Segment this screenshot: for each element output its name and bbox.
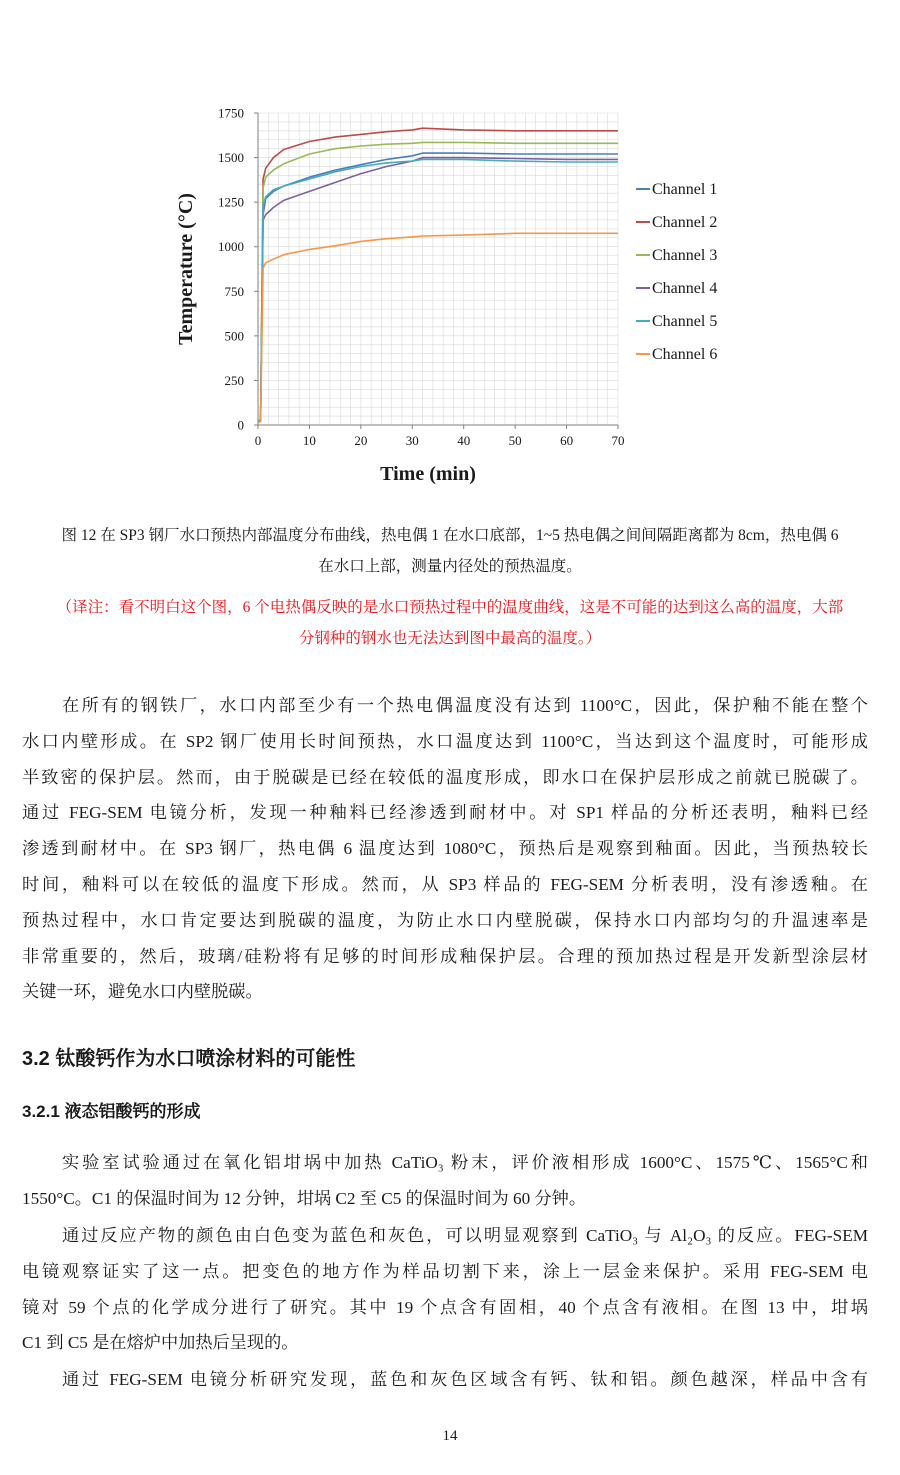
paragraph-line: 半致密的保护层。然而，由于脱碳是已经在较低的温度形成，即水口在保护层形成之前就已脱碳了。	[22, 767, 868, 787]
paragraph-line: 在所有的钢铁厂，水口内部至少有一个热电偶温度没有达到 1100°C，因此，保护釉不能在整个	[62, 696, 868, 715]
legend-label: Channel 6	[652, 346, 718, 363]
temperature-chart-svg	[170, 95, 730, 505]
paragraph-line: 通过反应产物的颜色由白色变为蓝色和灰色，可以明显观察到 CaTiO₃ 与 Al₂O₃ 的反应。FEG-SEM	[62, 1226, 868, 1245]
paragraph-reaction	[22, 1218, 868, 1361]
subsection-heading: 3.2.1 液态铝酸钙的形成	[22, 1102, 201, 1121]
x-tick-label: 50	[508, 433, 522, 448]
translator-note	[22, 592, 878, 654]
series-line-4	[258, 158, 618, 422]
section-heading: 3.2 钛酸钙作为水口喷涂材料的可能性	[22, 1048, 356, 1070]
series-line-6	[258, 233, 618, 423]
figure-caption	[22, 520, 878, 582]
y-tick-label: 1000	[218, 239, 244, 255]
paragraph-line: 通过 FEG-SEM 电镜分析，发现一种釉料已经渗透到耐材中。对 SP1 样品的分析还表明，釉料已经	[22, 803, 868, 823]
legend-label: Channel 3	[652, 247, 718, 264]
x-tick-label: 0	[254, 433, 262, 448]
legend-label: Channel 4	[652, 280, 718, 297]
paragraph-line: 1550°C。C1 的保温时间为 12 分钟，坩埚 C2 至 C5 的保温时间为 60 分钟。	[22, 1188, 587, 1208]
x-tick-label: 10	[302, 433, 316, 448]
paragraph-line: 实验室试验通过在氧化铝坩埚中加热 CaTiO₃ 粉末，评价液相形成 1600°C、1575℃、1565°C和	[62, 1153, 868, 1172]
series-line-2	[258, 128, 618, 421]
paragraph-lab-test	[22, 1145, 868, 1217]
figure-caption-line: 图 12 在 SP3 钢厂水口预热内部温度分布曲线，热电偶 1 在水口底部，1~5 热电偶之间间隔距离都为 8cm，热电偶 6	[61, 527, 839, 544]
y-tick-label: 250	[224, 372, 244, 388]
translator-note-line: （译注：看不明白这个图，6 个电热偶反映的是水口预热过程中的温度曲线，这是不可能的达到这么高的温度，大部	[56, 599, 844, 616]
y-tick-label: 750	[224, 283, 244, 299]
figure-caption-line: 在水口上部，测量内径处的预热温度。	[318, 558, 582, 575]
paragraph-line: C1 到 C5 是在熔炉中加热后呈现的。	[22, 1333, 299, 1353]
paragraph-line: 镜对 59 个点的化学成分进行了研究。其中 19 个点含有固相，40 个点含有液相。在图 13 中，坩埚	[22, 1297, 868, 1317]
legend-label: Channel 2	[652, 214, 718, 231]
y-tick-label: 0	[237, 417, 244, 433]
paragraph-line: 渗透到耐材中。在 SP3 钢厂，热电偶 6 温度达到 1080°C，预热后是观察到釉面。因此，当预热较长	[22, 839, 868, 859]
paragraph-line: 时间，釉料可以在较低的温度下形成。然而，从 SP3 样品的 FEG-SEM 分析表明，没有渗透釉。在	[22, 874, 868, 894]
paragraph-line: 水口内壁形成。在 SP2 钢厂使用长时间预热，水口温度达到 1100°C，当达到这个温度时，可能形成	[22, 731, 868, 751]
legend-label: Channel 5	[652, 313, 718, 330]
x-axis-label: Time (min)	[380, 463, 476, 485]
series-line-5	[258, 159, 618, 421]
x-tick-label: 20	[354, 433, 368, 448]
paragraph-preheat-results	[22, 688, 868, 1010]
y-tick-label: 1250	[218, 194, 244, 210]
x-tick-label: 40	[457, 433, 471, 448]
paragraph-line: 电镜观察证实了这一点。把变色的地方作为样品切割下来，涂上一层金来保护。采用 FEG-SEM 电	[22, 1261, 868, 1281]
translator-note-line: 分钢种的钢水也无法达到图中最高的温度。）	[298, 630, 602, 647]
paragraph-line: 预热过程中，水口肯定要达到脱碳的温度，为防止水口内壁脱碳，保持水口内部均匀的升温速率是	[22, 910, 868, 930]
y-tick-label: 1750	[218, 105, 244, 121]
page-number: 14	[442, 1428, 458, 1444]
legend-label: Channel 1	[652, 181, 718, 198]
y-tick-label: 500	[224, 328, 244, 344]
x-tick-label: 30	[405, 433, 419, 448]
x-tick-label: 70	[611, 433, 625, 448]
y-axis-label: Temperature (°C)	[175, 193, 197, 345]
paragraph-line: 关键一环，避免水口内壁脱碳。	[22, 982, 263, 1002]
x-tick-label: 60	[560, 433, 574, 448]
paragraph-sem-analysis	[22, 1362, 868, 1398]
paragraph-line: 通过 FEG-SEM 电镜分析研究发现，蓝色和灰色区域含有钙、钛和铝。颜色越深，样品中含有	[62, 1370, 868, 1389]
y-tick-label: 1500	[218, 150, 244, 166]
paragraph-line: 非常重要的，然后，玻璃/硅粉将有足够的时间形成釉保护层。合理的预加热过程是开发新型涂层材	[22, 946, 868, 966]
temperature-chart	[170, 95, 730, 505]
